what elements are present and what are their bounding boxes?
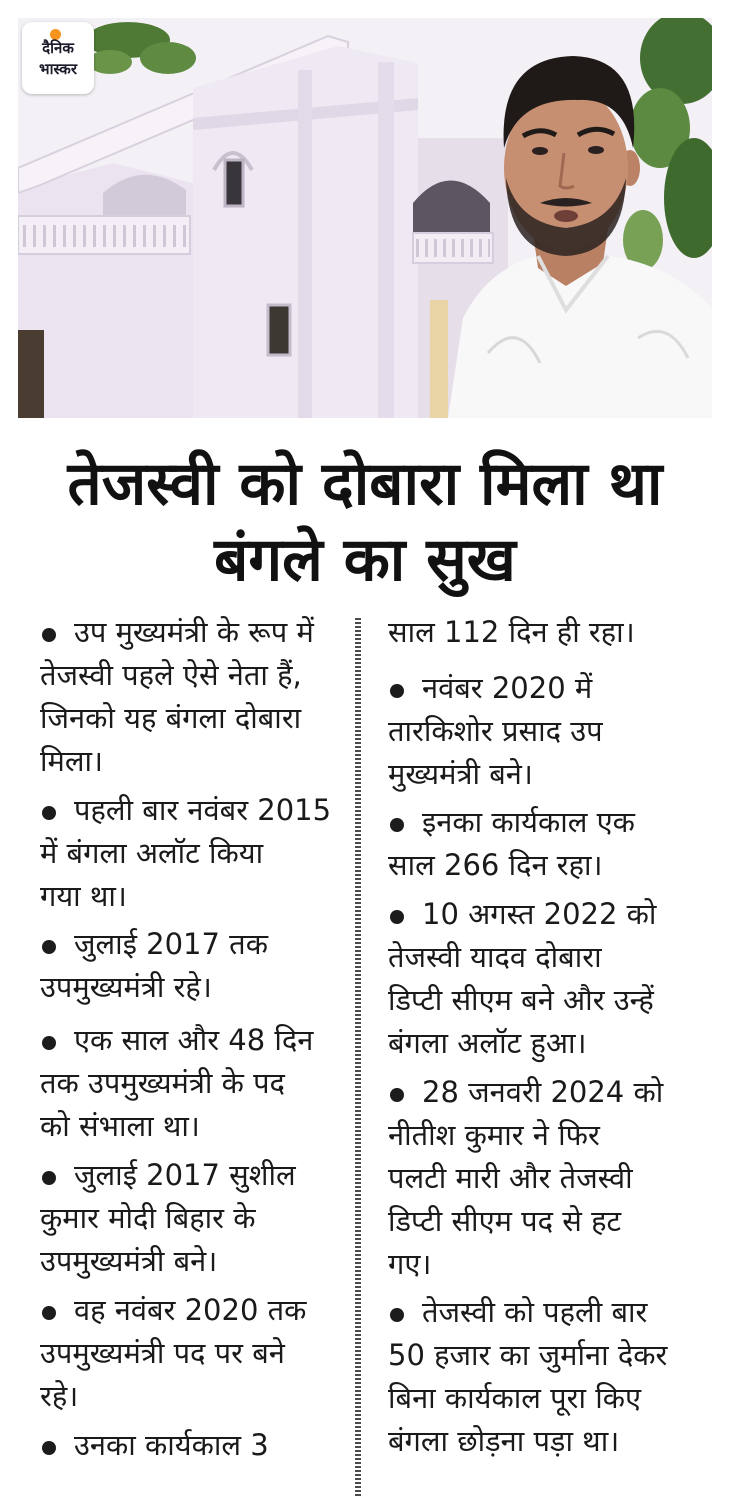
bullet-dot-icon — [42, 1306, 56, 1320]
item-line: जिनको यह बंगला दोबारा — [40, 701, 302, 735]
bullet-item — [40, 923, 360, 1009]
header-photo-illustration — [18, 18, 712, 418]
item-line: गया था। — [40, 879, 127, 913]
logo-text-line1: दैनिक — [42, 39, 74, 57]
item-line: 50 हजार का जुर्माना देकर — [388, 1338, 668, 1372]
item-line: साल 266 दिन रहा। — [388, 848, 603, 882]
item-line: एक साल और 48 दिन — [74, 1023, 314, 1057]
item-line: 10 अगस्त 2022 को — [422, 897, 657, 931]
headline-line2: बंगले का सुख — [214, 525, 516, 595]
door — [18, 330, 44, 418]
item-line: पहली बार नवंबर 2015 — [74, 793, 332, 827]
item-line: कुमार मोदी बिहार के — [40, 1201, 256, 1235]
item-line: जुलाई 2017 सुशील — [74, 1158, 296, 1192]
item-line: बिना कार्यकाल पूरा किए — [388, 1381, 642, 1415]
header-photo — [18, 18, 712, 418]
item-line: इनका कार्यकाल एक — [422, 805, 635, 839]
item-line: साल 112 दिन ही रहा। — [388, 615, 635, 649]
headline — [0, 446, 730, 598]
window — [268, 305, 290, 355]
item-line: पलटी मारी और तेजस्वी — [388, 1161, 633, 1195]
item-line: उपमुख्यमंत्री बने। — [40, 1244, 218, 1278]
bullet-item — [40, 611, 360, 783]
bullet-dot-icon — [42, 1171, 56, 1185]
item-line: डिप्टी सीएम पद से हट — [388, 1204, 622, 1238]
bullet-dot-icon — [42, 806, 56, 820]
item-line: उनका कार्यकाल 3 — [74, 1428, 269, 1462]
column — [430, 300, 448, 418]
item-line: जुलाई 2017 तक — [74, 927, 268, 961]
item-line: बंगला छोड़ना पड़ा था। — [388, 1424, 620, 1458]
bullet-item — [388, 1071, 708, 1286]
bullet-item — [40, 1289, 360, 1418]
item-line: रहे। — [40, 1379, 79, 1413]
bullet-item — [40, 1424, 360, 1467]
logo-text-line2: भास्कर — [39, 60, 77, 78]
bullet-dot-icon — [42, 1441, 56, 1455]
item-line: मिला। — [40, 744, 104, 778]
bullet-dot-icon — [390, 684, 404, 698]
item-line: डिप्टी सीएम बने और उन्हें — [388, 983, 654, 1017]
bullet-item — [388, 801, 708, 887]
bullet-dot-icon — [42, 1036, 56, 1050]
bullet-item — [388, 667, 708, 796]
dainik-bhaskar-logo — [22, 22, 94, 94]
bullet-item — [40, 789, 360, 918]
headline-line1: तेजस्वी को दोबारा मिला था — [67, 449, 663, 519]
bullet-dot-icon — [390, 1308, 404, 1322]
item-line: तेजस्वी पहले ऐसे नेता हैं, — [40, 658, 302, 692]
item-line: गए। — [388, 1247, 432, 1281]
item-line: तारकिशोर प्रसाद उप — [388, 714, 603, 748]
bullet-dot-icon — [390, 910, 404, 924]
bullet-dot-icon — [42, 940, 56, 954]
window — [225, 160, 243, 206]
item-line: मुख्यमंत्री बने। — [388, 757, 533, 791]
item-line: को संभाला था। — [40, 1109, 200, 1143]
item-line: बंगला अलॉट हुआ। — [388, 1026, 587, 1060]
item-line: वह नवंबर 2020 तक — [74, 1293, 307, 1327]
item-line: उपमुख्यमंत्री पद पर बने — [40, 1336, 285, 1370]
item-line: तेजस्वी यादव दोबारा — [388, 940, 602, 974]
item-line: उपमुख्यमंत्री रहे। — [40, 970, 212, 1004]
item-line: नीतीश कुमार ने फिर — [388, 1118, 600, 1152]
bullet-dot-icon — [42, 628, 56, 642]
bullet-item — [40, 1154, 360, 1283]
item-line: उप मुख्यमंत्री के रूप में — [74, 615, 314, 649]
bullet-dot-icon — [390, 1088, 404, 1102]
item-line: तेजस्वी को पहली बार — [422, 1295, 648, 1329]
bullet-dot-icon — [390, 818, 404, 832]
bullet-item — [40, 1019, 360, 1148]
item-line: तक उपमुख्यमंत्री के पद — [40, 1066, 285, 1100]
bullet-item — [388, 1291, 708, 1463]
item-line: में बंगला अलॉट किया — [40, 836, 264, 870]
continued-item — [388, 611, 708, 654]
item-line: नवंबर 2020 में — [422, 671, 593, 705]
bullet-item — [388, 893, 708, 1065]
item-line: 28 जनवरी 2024 को — [422, 1075, 664, 1109]
